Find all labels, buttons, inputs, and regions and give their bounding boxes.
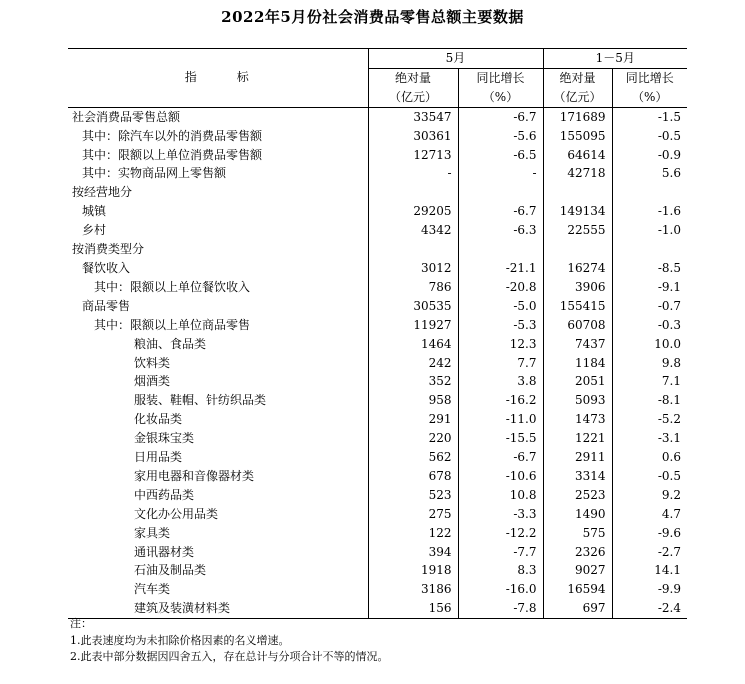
cell-may-yoy: 3.8	[458, 372, 543, 391]
table-row	[68, 354, 687, 373]
cell-may-absolute: 562	[368, 448, 458, 467]
table-row	[68, 127, 687, 146]
cell-may-yoy: -21.1	[458, 259, 543, 278]
cell-ytd-yoy: -0.5	[612, 127, 687, 146]
table-row	[68, 259, 687, 278]
cell-ytd-yoy: -0.3	[612, 316, 687, 335]
cell-may-yoy: -3.3	[458, 505, 543, 524]
cell-ytd-yoy: -0.7	[612, 297, 687, 316]
cell-ytd-yoy: 5.6	[612, 164, 687, 183]
table-row	[68, 107, 687, 126]
cell-ytd-absolute: 2523	[543, 486, 612, 505]
cell-may-yoy: 12.3	[458, 335, 543, 354]
cell-may-yoy: -15.5	[458, 429, 543, 448]
cell-may-absolute: 30361	[368, 127, 458, 146]
cell-may-yoy: -5.0	[458, 297, 543, 316]
row-indicator-name: 其中：限额以上单位消费品零售额	[82, 147, 263, 162]
cell-ytd-yoy: 4.7	[612, 505, 687, 524]
row-indicator-name: 其中：除汽车以外的消费品零售额	[82, 128, 263, 143]
table-row	[68, 410, 687, 429]
header-ytd-absolute	[543, 68, 612, 107]
cell-ytd-absolute: 64614	[543, 146, 612, 165]
cell-may-absolute	[368, 183, 458, 202]
cell-may-yoy: -7.8	[458, 599, 543, 618]
footnote-2: 2.此表中部分数据因四舍五入，存在总计与分项合计不等的情况。	[70, 650, 389, 663]
row-indicator-name: 社会消费品零售总额	[72, 109, 181, 124]
cell-ytd-yoy: -1.5	[612, 107, 687, 126]
table-row	[68, 429, 687, 448]
cell-ytd-absolute	[543, 240, 612, 259]
cell-may-yoy: -6.5	[458, 146, 543, 165]
footnotes	[70, 616, 389, 666]
cell-may-absolute: 275	[368, 505, 458, 524]
cell-ytd-absolute: 16594	[543, 580, 612, 599]
table-row	[68, 391, 687, 410]
cell-ytd-absolute: 3314	[543, 467, 612, 486]
cell-ytd-absolute: 16274	[543, 259, 612, 278]
cell-may-yoy: 8.3	[458, 561, 543, 580]
cell-ytd-yoy: -3.1	[612, 429, 687, 448]
row-indicator-name: 餐饮收入	[82, 260, 131, 275]
table-row	[68, 561, 687, 580]
cell-may-absolute: 29205	[368, 202, 458, 221]
row-indicator-name: 其中：限额以上单位商品零售	[94, 317, 251, 332]
row-indicator-name: 粮油、食品类	[134, 336, 207, 351]
cell-ytd-absolute: 1490	[543, 505, 612, 524]
cell-may-absolute: 11927	[368, 316, 458, 335]
retail-sales-table	[68, 48, 687, 619]
cell-ytd-absolute: 1473	[543, 410, 612, 429]
cell-ytd-absolute: 149134	[543, 202, 612, 221]
cell-may-absolute: 291	[368, 410, 458, 429]
table-row	[68, 486, 687, 505]
row-indicator-name: 汽车类	[134, 582, 171, 597]
cell-ytd-yoy: -0.9	[612, 146, 687, 165]
cell-may-absolute: 1464	[368, 335, 458, 354]
row-indicator-name: 乡村	[82, 223, 107, 238]
cell-may-yoy: -16.0	[458, 580, 543, 599]
cell-ytd-absolute: 155415	[543, 297, 612, 316]
cell-may-absolute: -	[368, 164, 458, 183]
header-abs-label: 绝对量	[394, 70, 431, 85]
row-indicator-name: 文化办公用品类	[134, 506, 219, 521]
header-abs-unit: （亿元）	[388, 89, 437, 104]
cell-ytd-absolute: 60708	[543, 316, 612, 335]
row-indicator-name: 服装、鞋帽、针纺织品类	[134, 393, 267, 408]
header-row-groups	[68, 49, 687, 69]
cell-may-absolute: 394	[368, 543, 458, 562]
cell-ytd-absolute: 9027	[543, 561, 612, 580]
cell-ytd-yoy: 10.0	[612, 335, 687, 354]
header-ytd-yoy	[612, 68, 687, 107]
table-row	[68, 543, 687, 562]
cell-may-absolute: 523	[368, 486, 458, 505]
footnote-1: 1.此表速度均为未扣除价格因素的名义增速。	[70, 633, 290, 647]
cell-may-yoy: -	[458, 164, 543, 183]
header-indicator: 指 标	[68, 49, 368, 108]
cell-ytd-yoy	[612, 240, 687, 259]
cell-may-absolute: 3186	[368, 580, 458, 599]
cell-ytd-yoy: -5.2	[612, 410, 687, 429]
cell-ytd-yoy: -0.5	[612, 467, 687, 486]
header-abs-label: 绝对量	[559, 70, 596, 85]
table-row	[68, 278, 687, 297]
cell-may-absolute: 122	[368, 524, 458, 543]
table-row	[68, 467, 687, 486]
row-indicator-name: 其中：限额以上单位餐饮收入	[94, 279, 251, 294]
cell-ytd-absolute: 1221	[543, 429, 612, 448]
cell-may-yoy: -6.3	[458, 221, 543, 240]
cell-may-yoy: -10.6	[458, 467, 543, 486]
row-indicator-name: 其中：实物商品网上零售额	[82, 166, 227, 181]
header-abs-unit: （亿元）	[553, 89, 602, 104]
table-row	[68, 505, 687, 524]
cell-ytd-yoy: -9.1	[612, 278, 687, 297]
cell-may-yoy: -7.7	[458, 543, 543, 562]
cell-may-absolute: 3012	[368, 259, 458, 278]
header-group-jan-may: 1－5月	[543, 49, 687, 69]
cell-may-absolute: 958	[368, 391, 458, 410]
table-row	[68, 524, 687, 543]
cell-ytd-absolute: 697	[543, 599, 612, 618]
cell-may-absolute: 1918	[368, 561, 458, 580]
row-indicator-name: 家用电器和音像器材类	[134, 468, 255, 483]
header-group-may: 5月	[368, 49, 543, 69]
cell-may-absolute: 33547	[368, 107, 458, 126]
cell-ytd-yoy	[612, 183, 687, 202]
cell-ytd-yoy: 7.1	[612, 372, 687, 391]
cell-ytd-absolute: 3906	[543, 278, 612, 297]
header-may-yoy	[458, 68, 543, 107]
row-indicator-name: 按经营地分	[72, 185, 133, 200]
cell-may-absolute: 678	[368, 467, 458, 486]
row-indicator-name: 通讯器材类	[134, 544, 195, 559]
row-indicator-name: 饮料类	[134, 355, 171, 370]
cell-ytd-absolute: 155095	[543, 127, 612, 146]
cell-may-yoy: -20.8	[458, 278, 543, 297]
cell-may-absolute	[368, 240, 458, 259]
cell-may-yoy: -6.7	[458, 202, 543, 221]
cell-ytd-absolute: 171689	[543, 107, 612, 126]
cell-ytd-absolute	[543, 183, 612, 202]
row-indicator-name: 城镇	[82, 204, 107, 219]
cell-ytd-absolute: 7437	[543, 335, 612, 354]
cell-may-yoy: -11.0	[458, 410, 543, 429]
table-body	[68, 107, 687, 618]
cell-may-yoy	[458, 240, 543, 259]
cell-may-yoy: -5.3	[458, 316, 543, 335]
cell-may-absolute: 352	[368, 372, 458, 391]
cell-may-yoy: -6.7	[458, 107, 543, 126]
table-row	[68, 297, 687, 316]
row-indicator-name: 家具类	[134, 525, 171, 540]
row-indicator-name: 烟酒类	[134, 374, 171, 389]
cell-ytd-absolute: 5093	[543, 391, 612, 410]
cell-may-yoy: 10.8	[458, 486, 543, 505]
cell-ytd-yoy: -9.6	[612, 524, 687, 543]
cell-may-yoy	[458, 183, 543, 202]
cell-ytd-yoy: -2.7	[612, 543, 687, 562]
row-indicator-name: 金银珠宝类	[134, 431, 195, 446]
cell-ytd-yoy: 9.8	[612, 354, 687, 373]
table-row	[68, 448, 687, 467]
header-yoy-label: 同比增长	[476, 70, 525, 85]
cell-may-absolute: 156	[368, 599, 458, 618]
cell-ytd-absolute: 1184	[543, 354, 612, 373]
cell-ytd-yoy: -8.5	[612, 259, 687, 278]
cell-may-absolute: 220	[368, 429, 458, 448]
table-row	[68, 146, 687, 165]
cell-ytd-yoy: -9.9	[612, 580, 687, 599]
cell-ytd-yoy: 0.6	[612, 448, 687, 467]
footnote-label: 注：	[70, 617, 92, 630]
row-indicator-name: 中西药品类	[134, 487, 195, 502]
header-yoy-unit: （%）	[482, 89, 519, 104]
cell-may-yoy: -6.7	[458, 448, 543, 467]
row-indicator-name: 建筑及装潢材料类	[68, 599, 368, 618]
cell-may-yoy: -5.6	[458, 127, 543, 146]
table-row	[68, 335, 687, 354]
cell-may-absolute: 12713	[368, 146, 458, 165]
table-row	[68, 164, 687, 183]
cell-ytd-yoy: -2.4	[612, 599, 687, 618]
cell-may-yoy: 7.7	[458, 354, 543, 373]
page-title: 2022年5月份社会消费品零售总额主要数据	[221, 8, 524, 26]
table-row	[68, 202, 687, 221]
row-indicator-name: 商品零售	[82, 298, 131, 313]
row-indicator-name: 日用品类	[134, 450, 183, 465]
cell-ytd-absolute: 2051	[543, 372, 612, 391]
cell-ytd-absolute: 2911	[543, 448, 612, 467]
cell-ytd-absolute: 2326	[543, 543, 612, 562]
cell-may-yoy: -12.2	[458, 524, 543, 543]
cell-ytd-absolute: 575	[543, 524, 612, 543]
cell-ytd-absolute: 22555	[543, 221, 612, 240]
cell-ytd-yoy: -8.1	[612, 391, 687, 410]
row-indicator-name: 按消费类型分	[72, 242, 145, 257]
cell-may-absolute: 30535	[368, 297, 458, 316]
cell-may-yoy: -16.2	[458, 391, 543, 410]
cell-ytd-yoy: 14.1	[612, 561, 687, 580]
table-row	[68, 221, 687, 240]
header-yoy-unit: （%）	[632, 89, 668, 104]
cell-may-absolute: 242	[368, 354, 458, 373]
header-yoy-label: 同比增长	[625, 70, 674, 85]
row-indicator-name: 化妆品类	[134, 412, 183, 427]
cell-may-absolute: 786	[368, 278, 458, 297]
header-may-absolute	[368, 68, 458, 107]
table-row	[68, 580, 687, 599]
table-row	[68, 183, 687, 202]
row-indicator-name: 石油及制品类	[134, 563, 207, 578]
cell-ytd-yoy: -1.0	[612, 221, 687, 240]
cell-ytd-yoy: -1.6	[612, 202, 687, 221]
cell-may-absolute: 4342	[368, 221, 458, 240]
table-row	[68, 372, 687, 391]
table-row	[68, 316, 687, 335]
cell-ytd-yoy: 9.2	[612, 486, 687, 505]
table-row	[68, 240, 687, 259]
cell-ytd-absolute: 42718	[543, 164, 612, 183]
